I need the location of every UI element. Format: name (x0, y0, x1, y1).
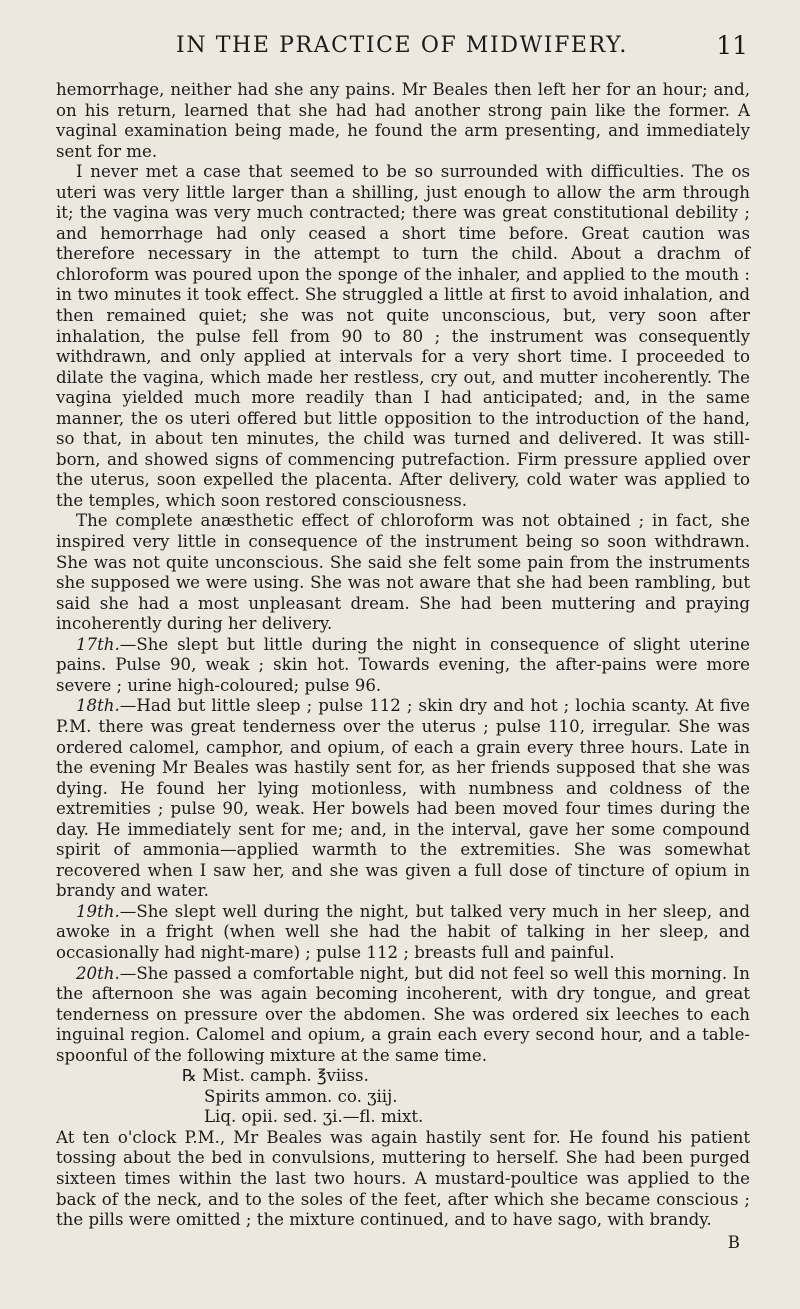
date-label: 17th. (76, 634, 120, 654)
date-label: 18th. (76, 696, 120, 716)
date-label: 20th. (76, 963, 120, 983)
running-head (56, 33, 748, 67)
prescription (56, 1066, 750, 1128)
page-number: 11 (716, 31, 748, 60)
body-text (56, 80, 750, 1253)
running-title: IN THE PRACTICE OF MIDWIFERY. (176, 33, 628, 58)
paragraph-text: —She passed a comfortable night, but did not feel so well this morning. In the afternoon she was again becoming incoherent, with dry tongue, and great tenderness on pressure over the abdomen. She was ordered six leeches to each inguinal region. Calomel and opium, a grain each every second hour, and a table-spoonful of the following mixture at the same time. (56, 963, 750, 1065)
paragraph-text: —She slept but little during the night in consequence of slight uterine pains. Pulse 90, weak ; skin hot. Towards evening, the after-pains were more severe ; urine high-coloured; pulse 96. (56, 634, 750, 695)
paragraph-20th (56, 964, 750, 1067)
paragraph: At ten o'clock P.M., Mr Beales was again hastily sent for. He found his patient tossing about the bed in convulsions, muttering to herself. She had been purged sixteen times within the last two hours. A mustard-poultice was applied to the back of the neck, and to the soles of the feet, after which she became conscious ; the pills were omitted ; the mixture continued, and to have sago, with brandy. (56, 1127, 750, 1230)
prescription-line: ℞ Mist. camph. ℥viiss. (182, 1066, 369, 1086)
paragraph-19th (56, 902, 750, 964)
paragraph-18th (56, 696, 750, 901)
paragraph: The complete anæsthetic effect of chloroform was not obtained ; in fact, she inspired very little in consequence of the instrument being so soon withdrawn. She was not quite unconscious. She said she felt some pain from the instruments she supposed we were using. She was not aware that she had been rambling, but said she had a most unpleasant dream. She had been muttering and praying incoherently during her delivery. (56, 511, 750, 634)
prescription-line: Spirits ammon. co. ʒiij. (204, 1086, 398, 1106)
paragraph-text: —Had but little sleep ; pulse 112 ; skin dry and hot ; lochia scanty. At five P.M. there was great tenderness over the uterus ; pulse 110, irregular. She was ordered calomel, camphor, and opium, of each a grain every three hours. Late in the evening Mr Beales was hastily sent for, as her friends supposed that she was dying. He found her lying motionless, with numbness and coldness of the extremities ; pulse 90, weak. Her bowels had been moved four times during the day. He immediately sent for me; and, in the interval, gave her some compound spirit of ammonia—applied warmth to the extremities. She was somewhat recovered when I saw her, and she was given a full dose of tincture of opium in brandy and water. (56, 696, 750, 901)
paragraph-text: —She slept well during the night, but talked very much in her sleep, and awoke in a fright (when well she had the habit of talking in her sleep, and occasionally had night-mare) ; pulse 112 ; breasts full and painful. (56, 901, 750, 962)
signature-mark: B (727, 1232, 740, 1252)
date-label: 19th. (76, 901, 120, 921)
paragraph: hemorrhage, neither had she any pains. Mr Beales then left her for an hour; and, on his return, learned that she had had another strong pain like the former. A vaginal examination being made, he found the arm presenting, and immediately sent for me. (56, 80, 750, 161)
prescription-line: Liq. opii. sed. ʒi.—fl. mixt. (204, 1107, 424, 1127)
paragraph-17th (56, 635, 750, 697)
paragraph: I never met a case that seemed to be so surrounded with difficulties. The os uteri was very little larger than a shilling, just enough to allow the arm through it; the vagina was very much contracted; there was great constitutional debility ; and hemorrhage had only ceased a short time before. Great caution was therefore necessary in the attempt to turn the child. About a drachm of chloroform was poured upon the sponge of the inhaler, and applied to the mouth : in two minutes it took effect. She struggled a little at first to avoid inhalation, and then remained quiet; she was not quite unconscious, but, very soon after inhalation, the pulse fell from 90 to 80 ; the instrument was consequently withdrawn, and only applied at intervals for a very short time. I proceeded to dilate the vagina, which made her restless, cry out, and mutter incoherently. The vagina yielded much more readily than I had anticipated; and, in the same manner, the os uteri offered but little opposition to the introduction of the hand, so that, in about ten minutes, the child was turned and delivered. It was still-born, and showed signs of commencing putrefaction. Firm pressure applied over the uterus, soon expelled the placenta. After delivery, cold water was applied to the temples, which soon restored consciousness. (56, 162, 750, 510)
